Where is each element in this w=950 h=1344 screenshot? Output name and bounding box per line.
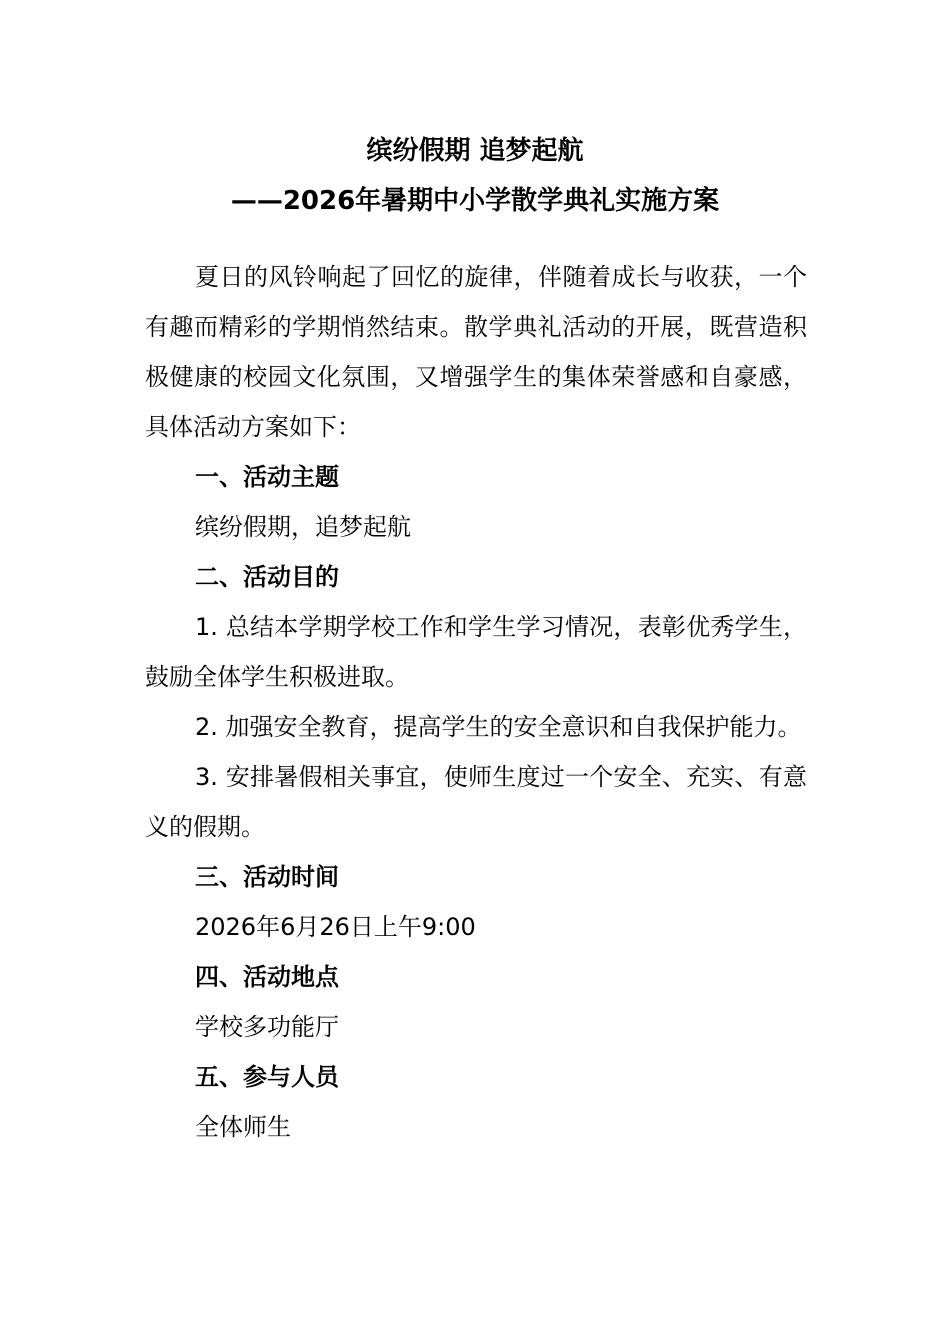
purpose-item-3: 3. 安排暑假相关事宜，使师生度过一个安全、充实、有意义的假期。: [145, 763, 807, 841]
document-subtitle: ——2026年暑期中小学散学典礼实施方案: [230, 186, 720, 216]
section-heading-time: 三、活动时间: [195, 863, 339, 891]
section-heading-purpose: 二、活动目的: [195, 563, 339, 591]
purpose-item-1: 1. 总结本学期学校工作和学生学习情况，表彰优秀学生，鼓励全体学生积极进取。: [145, 613, 807, 691]
participants-text: 全体师生: [195, 1113, 291, 1141]
purpose-item-2: 2. 加强安全教育，提高学生的安全意识和自我保护能力。: [195, 713, 802, 741]
document-body: [145, 252, 807, 1152]
location-text: 学校多功能厅: [195, 1013, 339, 1041]
document-title: 缤纷假期 追梦起航: [366, 136, 584, 166]
section-heading-location: 四、活动地点: [195, 963, 339, 991]
intro-paragraph: 夏日的风铃响起了回忆的旋律，伴随着成长与收获，一个有趣而精彩的学期悄然结束。散学典礼活动的开展，既营造积极健康的校园文化氛围，又增强学生的集体荣誉感和自豪感，具体活动方案如下：: [145, 263, 807, 441]
time-text: 2026年6月26日上午9:00: [195, 913, 476, 941]
theme-text: 缤纷假期，追梦起航: [195, 513, 411, 541]
section-heading-participants: 五、参与人员: [195, 1063, 339, 1091]
section-heading-theme: 一、活动主题: [195, 463, 339, 491]
